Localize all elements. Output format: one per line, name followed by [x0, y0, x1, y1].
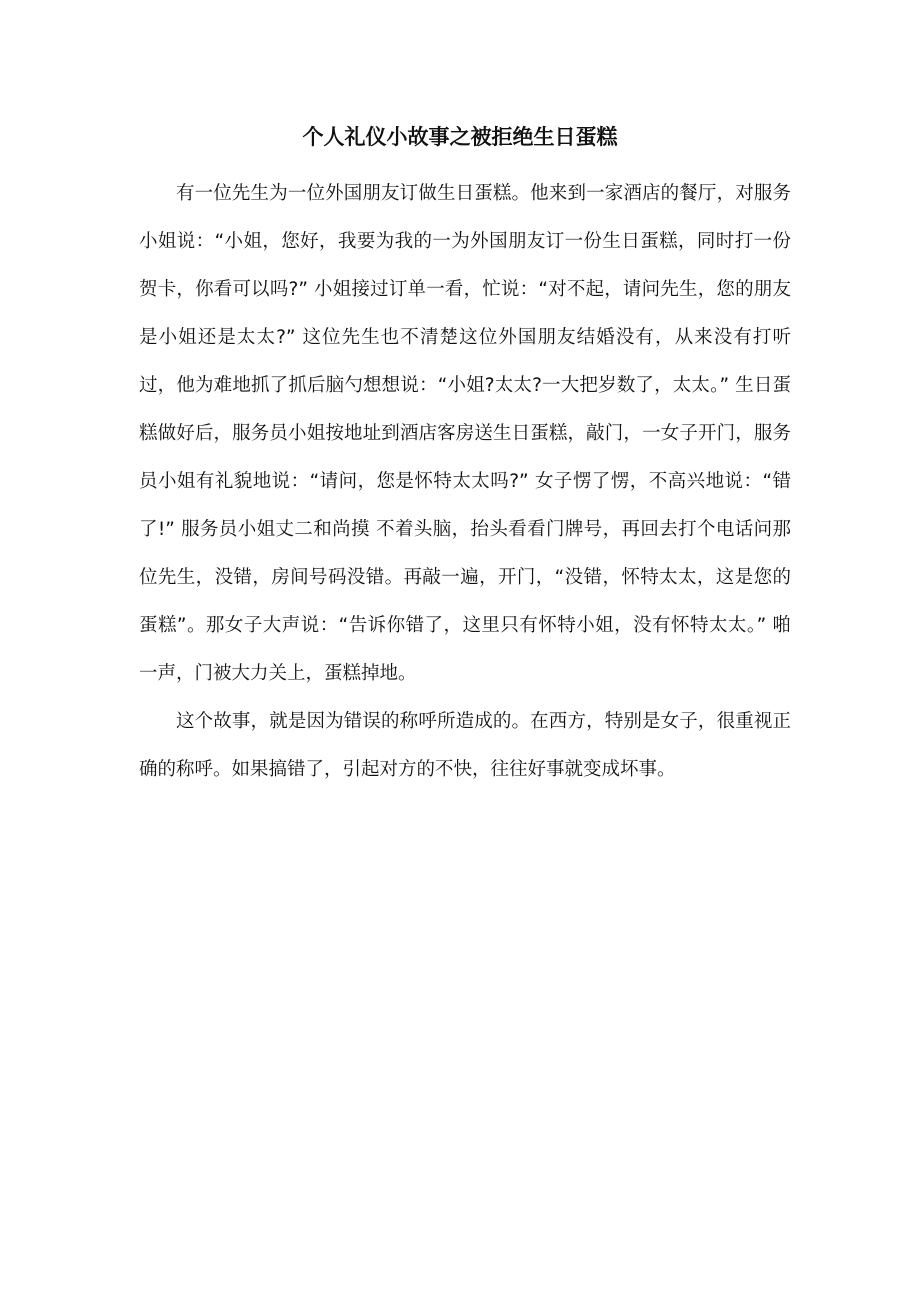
- story-paragraph: 有一位先生为一位外国朋友订做生日蛋糕。他来到一家酒店的餐厅，对服务小姐说：“小姐，您好，我要为我的一为外国朋友订一份生日蛋糕，同时打一份贺卡，你看可以吗?” 小姐接过订单一看，忙说：“对不起，请问先生，您的朋友是小姐还是太太?” 这位先生也不清楚这位外国朋友结婚没有，从来没有打听过，他为难地抓了抓后脑勺想想说：“小姐?太太?一大把岁数了，太太。” 生日蛋糕做好后，服务员小姐按地址到酒店客房送生日蛋糕，敲门，一女子开门，服务员小姐有礼貌地说：“请问，您是怀特太太吗?” 女子愣了愣，不高兴地说：“错了!” 服务员小姐丈二和尚摸 不着头脑，抬头看看门牌号，再回去打个电话问那位先生，没错，房间号码没错。再敲一遍，开门，“没错，怀特太太，这是您的蛋糕”。那女子大声说：“告诉你错了，这里只有怀特小姐，没有怀特太太。” 啪一声，门被大力关上，蛋糕掉地。: [139, 183, 791, 684]
- document-body: [139, 170, 791, 794]
- conclusion-paragraph: 这个故事，就是因为错误的称呼所造成的。在西方，特别是女子，很重视正确的称呼。如果搞错了，引起对方的不快，往往好事就变成坏事。: [139, 711, 791, 780]
- document-title: 个人礼仪小故事之被拒绝生日蛋糕: [302, 125, 618, 149]
